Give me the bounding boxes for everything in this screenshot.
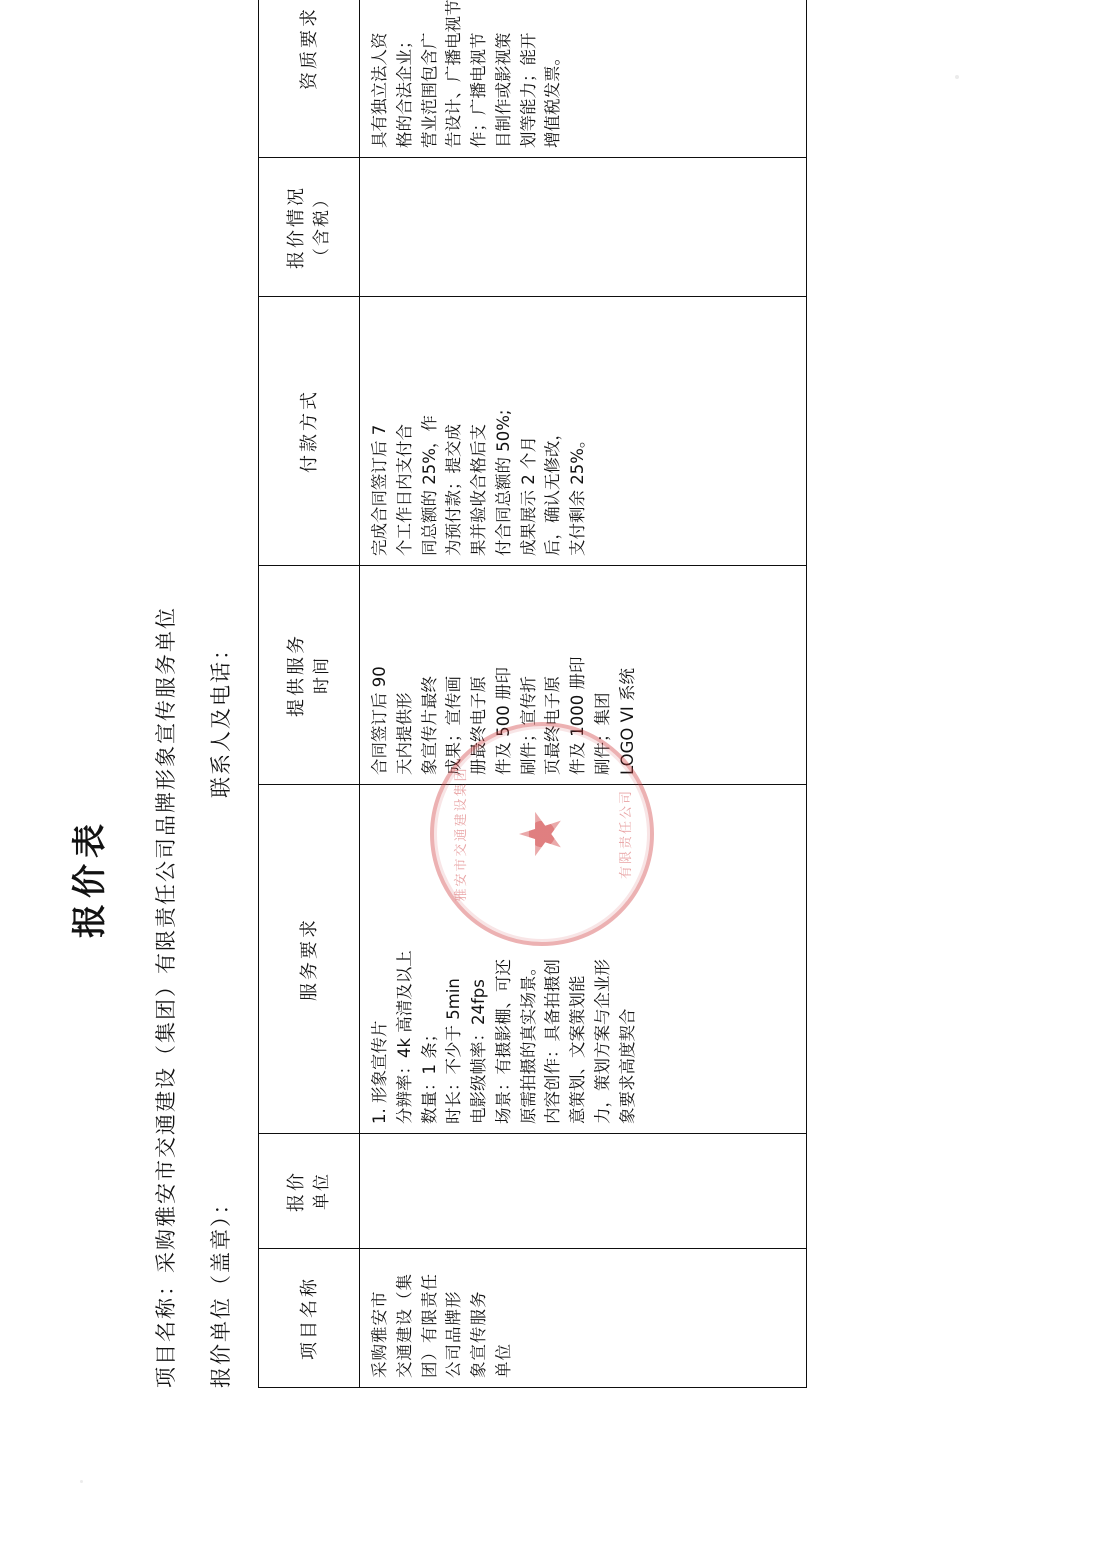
header-service-requirements-main: 服务要求 <box>298 917 320 1001</box>
seal-bottom-text: 有限责任公司 <box>619 789 634 880</box>
service-req-line-1: 1. 形象宣传片 <box>370 1020 389 1124</box>
cell-service-requirements <box>360 785 807 1134</box>
qualification-line-6: 目制作或影视策 <box>493 32 513 148</box>
page-title: 报价表 <box>70 818 110 938</box>
service-time-line-5: 册最终电子原 <box>469 676 488 775</box>
service-time-line-11: LOGO VI 系统 <box>617 667 637 775</box>
project-name-line-1: 采购雅安市 <box>370 1290 389 1378</box>
header-quote-unit-sub: 单位 <box>311 1172 332 1210</box>
project-name-line-2: 交通建设（集 <box>394 1273 414 1378</box>
payment-line-3: 同总额的 25%，作 <box>419 415 439 556</box>
project-name-line-4: 公司品牌形 <box>444 1290 464 1378</box>
qualification-line-3: 营业范围包含广 <box>419 32 439 148</box>
service-req-line-4: 时长：不少于 5min <box>444 978 464 1124</box>
header-service-time-sub: 时间 <box>311 656 332 694</box>
service-time-line-6: 件及 500 册印 <box>493 667 513 775</box>
service-req-line-11: 象要求高度契合 <box>617 1008 637 1124</box>
project-name-line: 项目名称：采购雅安市交通建设（集团）有限责任公司品牌形象宣传服务单位 <box>154 606 178 1388</box>
qualification-line-7: 划等能力；能开 <box>518 32 538 148</box>
header-qualification <box>259 0 360 158</box>
cell-service-time <box>360 566 807 785</box>
header-service-time-main: 提供服务 <box>285 633 307 717</box>
payment-line-1: 完成合同签订后 7 <box>370 424 389 556</box>
service-req-line-2: 分辨率：4k 高清及以上 <box>394 950 414 1124</box>
project-name-line-5: 象宣传服务 <box>469 1290 488 1378</box>
header-project-name-main: 项目名称 <box>298 1276 320 1360</box>
quotation-table <box>258 0 807 1388</box>
scan-speck <box>80 1480 83 1483</box>
payment-line-7: 成果展示 2 个月 <box>518 436 538 556</box>
service-time-line-7: 刷件；宣传折 <box>518 676 538 775</box>
quoter-unit-line: 报价单位（盖章）： <box>209 1191 233 1388</box>
service-time-line-10: 刷件；集团 <box>592 692 612 775</box>
header-quote-amount <box>259 158 360 297</box>
header-quote-unit <box>259 1134 360 1249</box>
cell-project-name <box>360 1249 807 1388</box>
header-project-name <box>259 1249 360 1388</box>
service-req-line-5: 电影级帧率：24fps <box>469 979 488 1124</box>
service-req-line-7: 原需拍摄的真实场景。 <box>518 959 538 1124</box>
service-req-line-9: 意策划、文案策划能 <box>568 975 587 1124</box>
payment-line-2: 个工作日内支付合 <box>394 424 414 556</box>
service-req-line-3: 数量：1 条； <box>419 1025 439 1124</box>
service-time-line-9: 件及 1000 册印 <box>568 656 587 775</box>
project-name-line-3: 团）有限责任 <box>419 1273 439 1378</box>
cell-quote-amount[interactable] <box>360 158 807 297</box>
qualification-line-2: 格的合法企业； <box>394 32 414 148</box>
header-qualification-main: 资质要求 <box>298 6 320 90</box>
header-quote-amount-main: 报价情况 <box>285 185 307 269</box>
header-payment-method <box>259 297 360 566</box>
service-req-line-6: 场景：有摄影棚、可还 <box>493 959 513 1124</box>
project-name-line-6: 单位 <box>493 1343 513 1378</box>
cell-payment-method <box>360 297 807 566</box>
qualification-line-4: 告设计、广播电视节 <box>444 0 464 148</box>
header-payment-method-main: 付款方式 <box>298 389 320 473</box>
header-service-time <box>259 566 360 785</box>
service-req-line-10: 力，策划方案与企业形 <box>592 959 612 1124</box>
payment-line-4: 为预付款；提交成 <box>444 424 464 556</box>
qualification-line-8: 增值税发票。 <box>543 49 563 148</box>
payment-line-6: 付合同总额的 50%; <box>493 409 513 556</box>
seal-top-text: 雅安市交通建设集团 <box>454 766 469 902</box>
table-header-row <box>259 0 360 1388</box>
table-row <box>360 0 807 1388</box>
qualification-line-1: 具有独立法人资 <box>370 32 389 148</box>
service-time-line-2: 天内提供形 <box>394 692 414 775</box>
service-time-line-4: 成果；宣传画 <box>444 676 464 775</box>
payment-line-8: 后，确认无修改， <box>543 424 563 556</box>
service-time-line-8: 页最终电子原 <box>543 676 563 775</box>
header-quote-unit-main: 报价 <box>285 1170 307 1212</box>
cell-qualification <box>360 0 807 158</box>
payment-line-9: 支付剩余 25%。 <box>568 431 587 556</box>
service-time-line-1: 合同签订后 90 <box>370 666 389 775</box>
scan-speck <box>955 75 959 79</box>
header-service-requirements <box>259 785 360 1134</box>
payment-line-5: 果并验收合格后支 <box>469 424 488 556</box>
contact-line: 联系人及电话： <box>209 637 233 798</box>
service-req-line-8: 内容创作：具备拍摄创 <box>543 959 563 1124</box>
qualification-line-5: 作；广播电视节 <box>469 32 488 148</box>
service-time-line-3: 象宣传片最终 <box>419 676 439 775</box>
cell-quote-unit[interactable] <box>360 1134 807 1249</box>
header-quote-amount-sub: （含税） <box>311 189 332 265</box>
